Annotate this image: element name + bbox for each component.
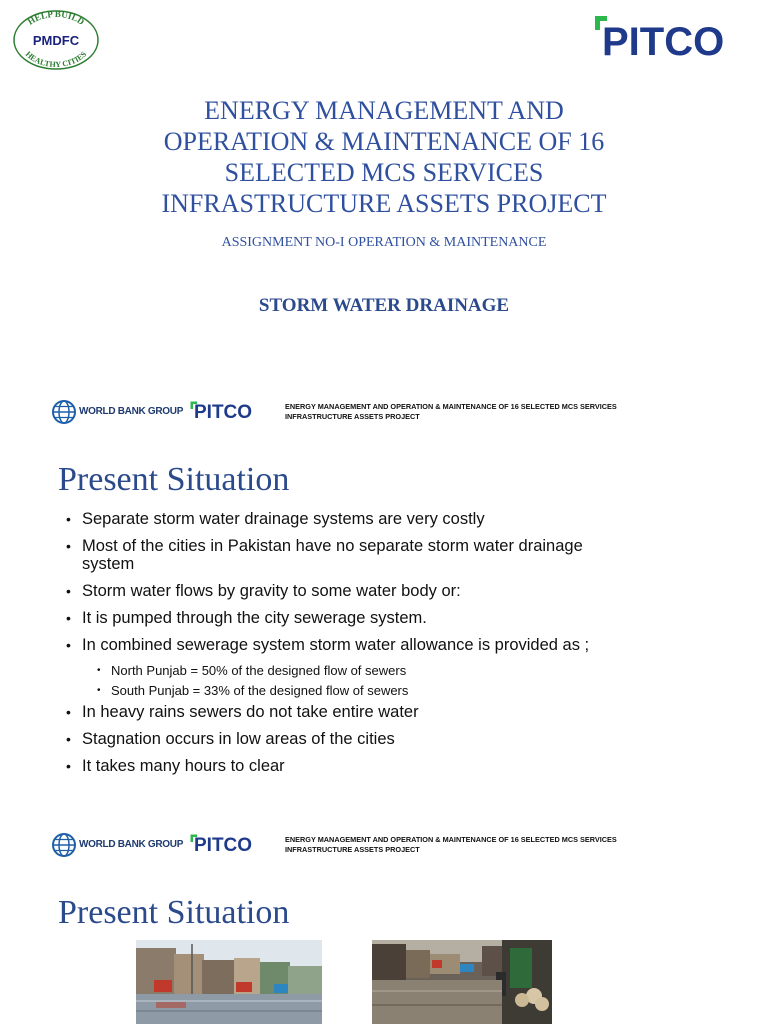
pitco-header-logo: [190, 401, 260, 423]
project-header-line: ENERGY MANAGEMENT AND OPERATION & MAINTENANCE OF 16 SELECTED MCS SERVICES: [285, 835, 617, 844]
sub-bullet-item: • South Punjab = 33% of the designed flow of sewers: [66, 683, 626, 699]
pmdfc-top-arc: HELP BUILD: [25, 9, 87, 27]
bullet-item: • Storm water flows by gravity to some water body or:: [66, 582, 626, 600]
title-line: OPERATION & MAINTENANCE OF 16: [163, 127, 605, 156]
pmdfc-bottom-arc: HEALTHY CITIES: [23, 49, 89, 70]
title-line: INFRASTRUCTURE ASSETS PROJECT: [161, 189, 607, 218]
section-title: STORM WATER DRAINAGE: [258, 295, 510, 316]
bullet-item: • It takes many hours to clear: [66, 757, 626, 775]
world-bank-globe-icon: [52, 400, 76, 424]
bullet-list: [66, 510, 626, 784]
title-line: SELECTED MCS SERVICES: [224, 158, 544, 187]
project-header-line: INFRASTRUCTURE ASSETS PROJECT: [285, 845, 420, 854]
slide-heading: Present Situation: [58, 461, 290, 498]
bullet-item: • In combined sewerage system storm water allowance is provided as ;: [66, 636, 626, 654]
main-title: [100, 95, 668, 219]
project-header-line: INFRASTRUCTURE ASSETS PROJECT: [285, 412, 420, 421]
world-bank-label: WORLD BANK GROUP: [79, 406, 184, 417]
project-header-line: ENERGY MANAGEMENT AND OPERATION & MAINTENANCE OF 16 SELECTED MCS SERVICES: [285, 402, 617, 411]
slide-present-situation-photos: [0, 818, 768, 1024]
pitco-header-logo: [190, 834, 260, 856]
pitco-header-text: PITCO: [194, 402, 253, 423]
bullet-item: • Most of the cities in Pakistan have no separate storm water drainage system: [66, 537, 626, 573]
pitco-logo: [594, 14, 750, 64]
bullet-item: • Separate storm water drainage systems are very costly: [66, 510, 626, 528]
bullet-item: • Stagnation occurs in low areas of the cities: [66, 730, 626, 748]
project-header-text: [285, 835, 617, 855]
pitco-header-text: PITCO: [194, 835, 253, 856]
title-line: ENERGY MANAGEMENT AND: [204, 96, 564, 125]
world-bank-label: WORLD BANK GROUP: [79, 839, 184, 850]
pitco-logo-text: PITCO: [602, 20, 725, 64]
assignment-subtitle: ASSIGNMENT NO-I OPERATION & MAINTENANCE: [221, 235, 547, 250]
flooded-street-photo: [136, 940, 322, 1024]
pmdfc-logo: [12, 9, 100, 71]
bullet-item: • In heavy rains sewers do not take entire water: [66, 703, 626, 721]
title-slide: [0, 0, 768, 370]
world-bank-globe-icon: [52, 833, 76, 857]
flooded-market-photo: [372, 940, 552, 1024]
pmdfc-center-text: PMDFC: [32, 33, 80, 48]
slide-heading: Present Situation: [58, 894, 290, 931]
project-header-text: [285, 402, 617, 422]
sub-bullet-item: • North Punjab = 50% of the designed flow of sewers: [66, 663, 626, 679]
bullet-item: • It is pumped through the city sewerage system.: [66, 609, 626, 627]
